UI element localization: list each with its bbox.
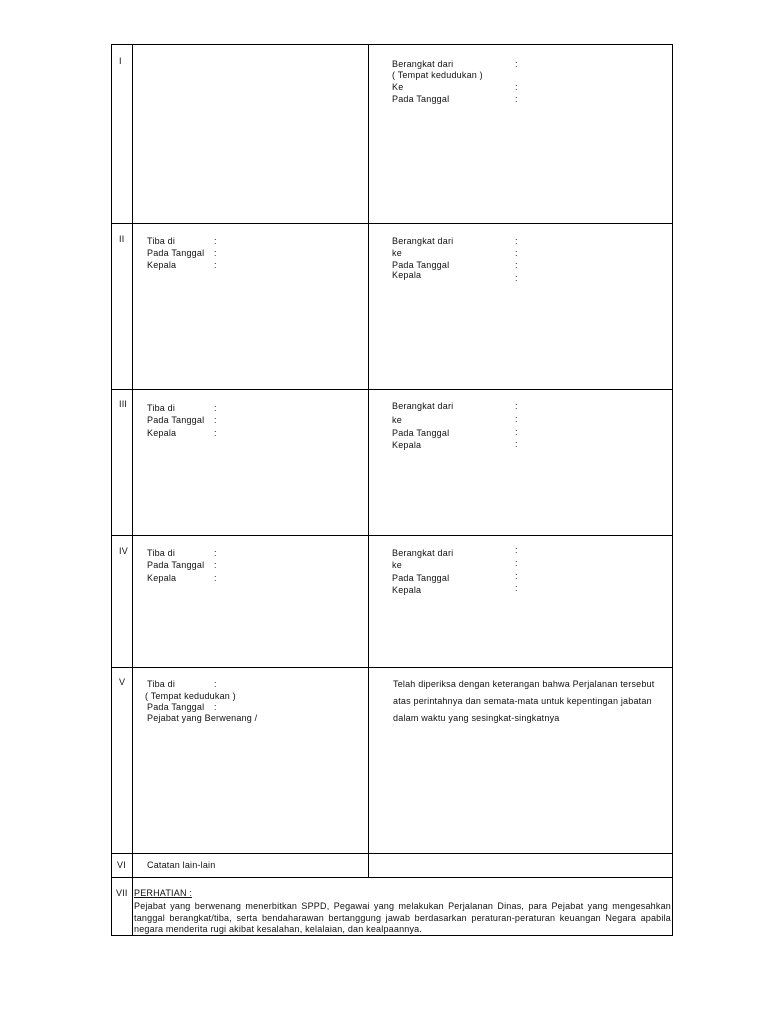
pada-tanggal-label: Pada Tanggal [392, 94, 450, 104]
colon: : [515, 571, 518, 581]
colon: : [214, 679, 217, 689]
colon: : [214, 702, 217, 712]
row-number-1: I [119, 56, 122, 66]
berangkat-dari-label: Berangkat dari [392, 401, 454, 411]
row-divider [112, 389, 672, 390]
kepala-label: Kepala [147, 428, 177, 438]
row-number-5: V [119, 677, 126, 687]
tempat-kedudukan-label: ( Tempat kedudukan ) [145, 691, 236, 701]
colon: : [214, 403, 217, 413]
kepala-label: Kepala [147, 260, 177, 270]
perhatian-heading: PERHATIAN : [134, 888, 193, 898]
pejabat-berwenang-label: Pejabat yang Berwenang / [147, 713, 258, 723]
berangkat-dari-label: Berangkat dari [392, 548, 454, 558]
colon: : [214, 573, 217, 583]
colon: : [515, 82, 518, 92]
colon: : [515, 94, 518, 104]
colon: : [515, 236, 518, 246]
column-divider-number [132, 45, 133, 936]
colon: : [515, 558, 518, 568]
colon: : [214, 260, 217, 270]
sppd-form-table [111, 44, 673, 936]
kepala-label: Kepala [392, 585, 422, 595]
colon: : [515, 427, 518, 437]
pada-tanggal-label: Pada Tanggal [392, 428, 450, 438]
tempat-kedudukan-label: ( Tempat kedudukan ) [392, 70, 483, 80]
pada-tanggal-label: Pada Tanggal [147, 702, 205, 712]
row-number-7: VII [116, 888, 128, 898]
verification-text-line: Telah diperiksa dengan keterangan bahwa Perjalanan tersebut [393, 679, 655, 689]
column-divider-middle [368, 45, 369, 877]
colon: : [515, 59, 518, 69]
row-divider [112, 877, 672, 878]
colon: : [214, 236, 217, 246]
berangkat-dari-label: Berangkat dari [392, 59, 454, 69]
pada-tanggal-label: Pada Tanggal [147, 560, 205, 570]
row-divider [112, 535, 672, 536]
row-divider [112, 667, 672, 668]
ke-label: ke [392, 560, 402, 570]
tiba-di-label: Tiba di [147, 236, 176, 246]
colon: : [515, 273, 518, 283]
ke-label: ke [392, 248, 402, 258]
pada-tanggal-label: Pada Tanggal [147, 415, 205, 425]
colon: : [214, 415, 217, 425]
colon: : [515, 545, 518, 555]
tiba-di-label: Tiba di [147, 548, 176, 558]
colon: : [214, 548, 217, 558]
kepala-label: Kepala [392, 270, 422, 280]
pada-tanggal-label: Pada Tanggal [392, 260, 450, 270]
colon: : [214, 560, 217, 570]
kepala-label: Kepala [392, 440, 422, 450]
colon: : [214, 248, 217, 258]
tiba-di-label: Tiba di [147, 679, 176, 689]
ke-label: ke [392, 415, 402, 425]
verification-text-line: dalam waktu yang sesingkat-singkatnya [393, 713, 560, 723]
row-number-4: IV [119, 546, 128, 556]
colon: : [515, 414, 518, 424]
row-divider [112, 853, 672, 854]
colon: : [515, 439, 518, 449]
colon: : [515, 248, 518, 258]
row-number-2: II [119, 234, 125, 244]
tiba-di-label: Tiba di [147, 403, 176, 413]
catatan-label: Catatan lain-lain [147, 860, 216, 870]
colon: : [214, 428, 217, 438]
berangkat-dari-label: Berangkat dari [392, 236, 454, 246]
ke-label: Ke [392, 82, 404, 92]
colon: : [515, 401, 518, 411]
colon: : [515, 260, 518, 270]
row-number-6: VI [117, 860, 126, 870]
row-divider [112, 223, 672, 224]
row-number-3: III [119, 399, 128, 409]
kepala-label: Kepala [147, 573, 177, 583]
verification-text-line: atas perintahnya dan semata-mata untuk kepentingan jabatan [393, 696, 652, 706]
colon: : [515, 583, 518, 593]
pada-tanggal-label: Pada Tanggal [392, 573, 450, 583]
perhatian-body: Pejabat yang berwenang menerbitkan SPPD, Pegawai yang melakukan Perjalanan Dinas, para Pejabat yang mengesahkan tanggal berangkat/tiba, serta bendaharawan bertanggung jawab berdasarkan peraturan-peraturan keuangan Negara apabila negara menderita rugi akibat kesalahan, kelalaian, dan kealpaannya. [134, 901, 671, 934]
pada-tanggal-label: Pada Tanggal [147, 248, 205, 258]
